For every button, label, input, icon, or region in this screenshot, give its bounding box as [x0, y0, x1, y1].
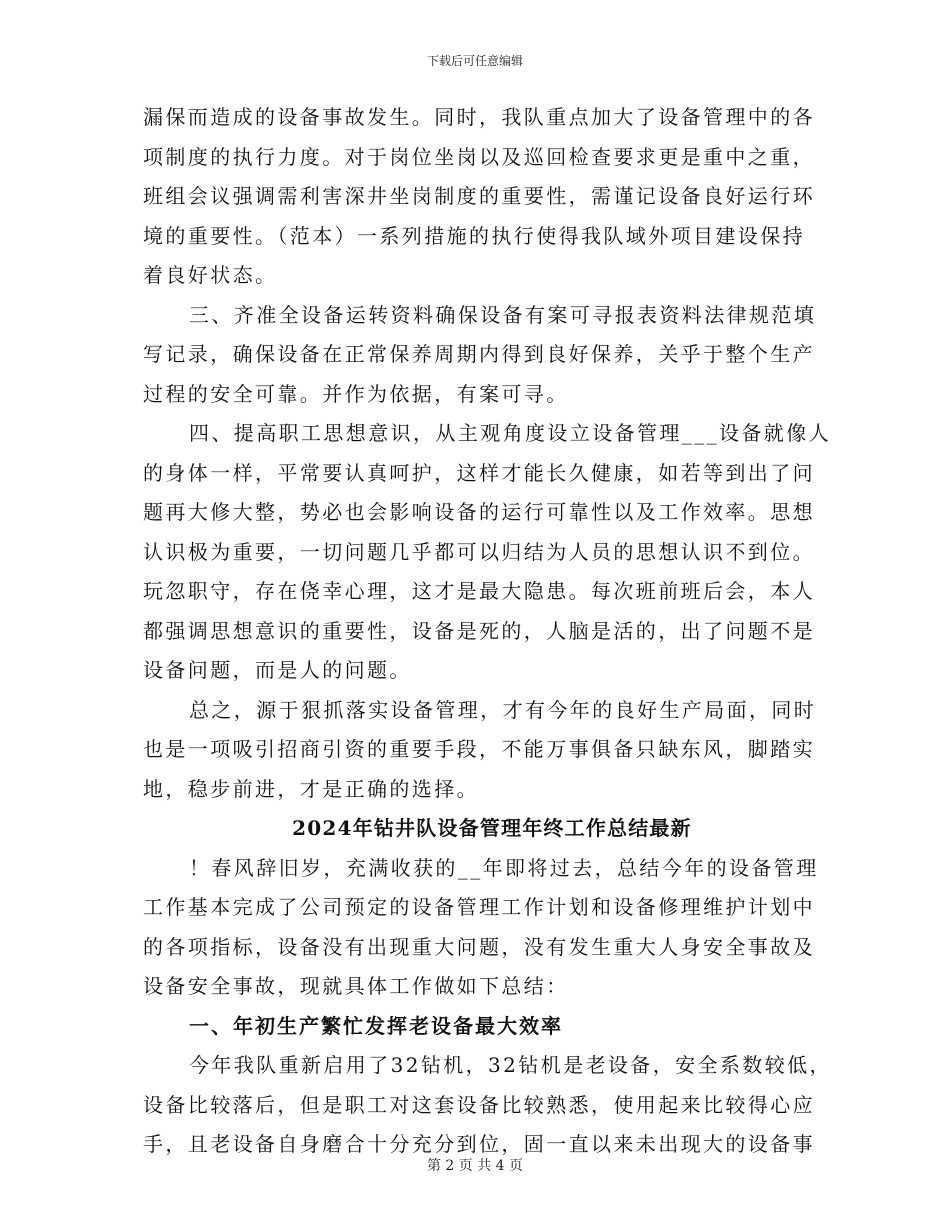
paragraph-line: 漏保而造成的设备事故发生。同时，我队重点加大了设备管理中的各 — [143, 105, 815, 129]
paragraph-line: 题再大修大整，势必也会影响设备的运行可靠性以及工作效率。思想 — [143, 500, 815, 524]
paragraph-line: 玩忽职守，存在侥幸心理，这才是最大隐患。每次班前班后会，本人 — [143, 579, 815, 603]
paragraph-line: 三、齐准全设备运转资料确保设备有案可寻报表资料法律规范填 — [189, 302, 817, 327]
paragraph-line: 总之，源于狠抓落实设备管理，才有今年的良好生产局面，同时 — [189, 697, 817, 722]
paragraph-line: 认识极为重要，一切问题几乎都可以归结为人员的思想认识不到位。 — [143, 539, 815, 564]
section-heading: 一、年初生产繁忙发挥老设备最大效率 — [189, 1013, 563, 1038]
document-body — [143, 98, 832, 1165]
paragraph-line: 的各项指标，设备没有出现重大问题，没有发生重大人身安全事故及 — [143, 934, 815, 959]
paragraph-line: 写记录，确保设备在正常保养周期内得到良好保养，关乎于整个生产 — [143, 342, 815, 366]
paragraph-line: 四、提高职工思想意识，从主观角度设立设备管理___设备就像人 — [189, 421, 831, 445]
paragraph-line: 今年我队重新启用了32钻机，32钻机是老设备，安全系数较低， — [189, 1053, 832, 1077]
section-title: 2024年钻井队设备管理年终工作总结最新 — [292, 816, 692, 840]
paragraph-line: 设备比较落后，但是职工对这套设备比较熟悉，使用起来比较得心应 — [143, 1092, 815, 1117]
paragraph-line: 着良好状态。 — [143, 263, 278, 287]
paragraph-line: 过程的安全可靠。并作为依据，有案可寻。 — [143, 381, 569, 406]
paragraph-line: 工作基本完成了公司预定的设备管理工作计划和设备修理维护计划中 — [143, 895, 815, 919]
paragraph-line: 设备问题，而是人的问题。 — [143, 658, 412, 682]
paragraph-line: ！春风辞旧岁，充满收获的__年即将过去，总结今年的设备管理 — [189, 855, 819, 880]
page-header: 下载后可任意编辑 — [426, 54, 523, 68]
paragraph-line: 手，且老设备自身磨合十分充分到位，固一直以来未出现大的设备事 — [143, 1132, 815, 1156]
paragraph-line: 也是一项吸引招商引资的重要手段，不能万事俱备只缺东风，脚踏实 — [143, 737, 815, 761]
paragraph-line: 班组会议强调需利害深井坐岗制度的重要性，需谨记设备良好运行环 — [143, 184, 815, 208]
paragraph-line: 境的重要性。（范本）一系列措施的执行使得我队域外项目建设保持 — [143, 223, 805, 248]
paragraph-line: 项制度的执行力度。对于岗位坐岗以及巡回检查要求更是重中之重， — [143, 144, 815, 169]
paragraph-line: 都强调思想意识的重要性，设备是死的，人脑是活的，出了问题不是 — [143, 618, 815, 643]
paragraph-line: 的身体一样，平常要认真呵护，这样才能长久健康，如若等到出了问 — [143, 460, 815, 485]
paragraph-line: 地，稳步前进，才是正确的选择。 — [143, 776, 479, 801]
page-footer: 第 2 页 共 4 页 — [426, 1158, 524, 1174]
paragraph-line: 设备安全事故，现就具体工作做如下总结： — [143, 974, 569, 998]
